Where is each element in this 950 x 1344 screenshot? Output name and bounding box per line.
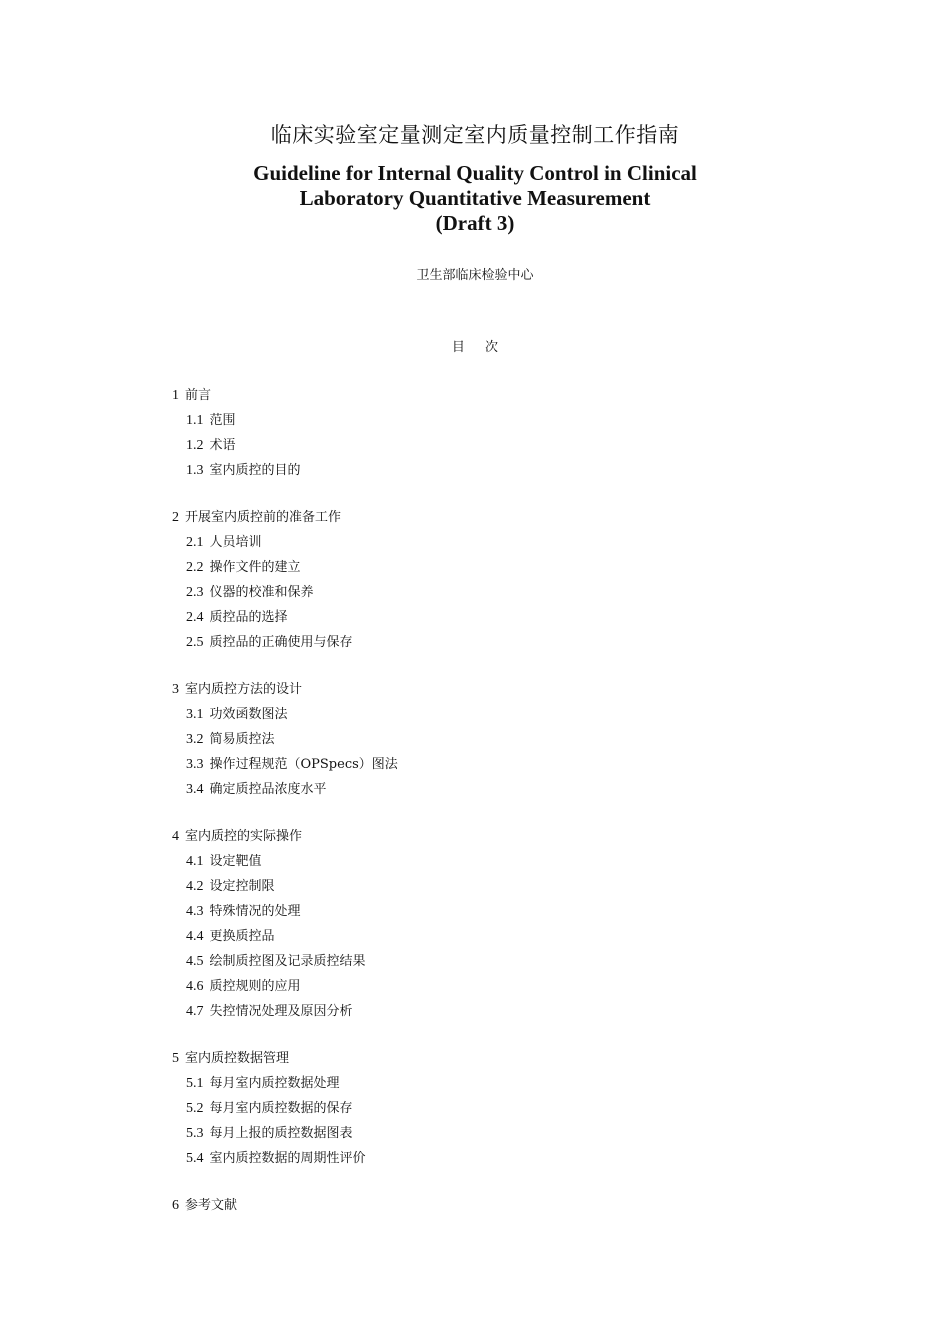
toc-entry (172, 827, 772, 852)
title-chinese: 临床实验室定量测定室内质量控制工作指南 (270, 123, 680, 147)
toc-entry-number: 4.3 (186, 904, 204, 919)
toc-entry-number: 3.2 (186, 732, 204, 747)
toc-entry-number: 2.3 (186, 585, 204, 600)
toc-entry-title: 绘制质控图及记录质控结果 (209, 954, 366, 969)
toc-section (172, 1196, 772, 1221)
toc-subentry (172, 461, 772, 486)
toc-entry-number: 5 (172, 1051, 179, 1066)
toc-subentry (172, 558, 772, 583)
toc-entry-number: 4.5 (186, 954, 204, 969)
toc-section (172, 386, 772, 486)
toc-subentry (172, 755, 772, 780)
toc-section (172, 680, 772, 805)
toc-entry-title: 更换质控品 (209, 929, 275, 944)
toc-subentry (172, 1149, 772, 1174)
toc-subentry (172, 1002, 772, 1027)
toc-entry-number: 1.1 (186, 413, 204, 428)
toc-entry (172, 386, 772, 411)
title-english-line-1: Guideline for Internal Quality Control in Clinical (253, 161, 697, 185)
toc-subentry (172, 608, 772, 633)
toc-entry-number: 4.2 (186, 879, 204, 894)
toc-entry-title: 室内质控方法的设计 (185, 682, 303, 697)
toc-entry-title: 确定质控品浓度水平 (209, 782, 327, 797)
toc-subentry (172, 1099, 772, 1124)
title-english-line-2: Laboratory Quantitative Measurement (299, 186, 651, 210)
toc-entry (172, 508, 772, 533)
toc-entry-title: 质控规则的应用 (209, 979, 301, 994)
title-english (0, 161, 950, 236)
toc-subentry (172, 633, 772, 658)
toc-entry-number: 5.3 (186, 1126, 204, 1141)
toc-subentry (172, 952, 772, 977)
toc-entry-title: 设定控制限 (209, 879, 275, 894)
organization: 卫生部临床检验中心 (416, 268, 534, 283)
toc-subentry (172, 411, 772, 436)
toc-entry-number: 1 (172, 388, 179, 403)
toc-entry-number: 2.2 (186, 560, 204, 575)
toc-subentry (172, 583, 772, 608)
toc-entry-title: 仪器的校准和保养 (209, 585, 314, 600)
toc-entry-title: 范围 (209, 413, 236, 428)
toc-subentry (172, 533, 772, 558)
toc-entry-title: 术语 (209, 438, 236, 453)
toc-subentry (172, 877, 772, 902)
toc-entry-number: 3.3 (186, 757, 204, 772)
toc-entry-title: 人员培训 (209, 535, 262, 550)
toc-entry-title: 每月室内质控数据的保存 (209, 1101, 353, 1116)
toc-section (172, 508, 772, 658)
toc-entry-number: 4.7 (186, 1004, 204, 1019)
toc-entry-title: 开展室内质控前的准备工作 (185, 510, 342, 525)
toc-section (172, 1049, 772, 1174)
toc-subentry (172, 1124, 772, 1149)
toc-entry-number: 1.2 (186, 438, 204, 453)
toc-entry (172, 1196, 772, 1221)
toc-entry-title: 设定靶值 (209, 854, 262, 869)
toc-entry-number: 3 (172, 682, 179, 697)
toc-entry-number: 4.4 (186, 929, 204, 944)
toc-entry-title: 操作文件的建立 (209, 560, 301, 575)
toc-entry-number: 4.1 (186, 854, 204, 869)
toc-entry-title: 特殊情况的处理 (209, 904, 301, 919)
toc-subentry (172, 977, 772, 1002)
toc-entry-number: 2.1 (186, 535, 204, 550)
toc-entry-title: 室内质控的目的 (209, 463, 301, 478)
title-english-line-3: (Draft 3) (435, 211, 515, 235)
toc-entry-number: 4.6 (186, 979, 204, 994)
toc-subentry (172, 730, 772, 755)
toc-subentry (172, 1074, 772, 1099)
toc-subentry (172, 436, 772, 461)
toc-entry-number: 5.2 (186, 1101, 204, 1116)
toc-entry-title: 前言 (185, 388, 212, 403)
toc-entry-title: 参考文献 (185, 1198, 238, 1213)
toc-entry-number: 4 (172, 829, 179, 844)
toc-entry (172, 1049, 772, 1074)
toc-entry-number: 5.4 (186, 1151, 204, 1166)
toc-subentry (172, 927, 772, 952)
toc-entry-title: 质控品的正确使用与保存 (209, 635, 353, 650)
toc-entry-title: 功效函数图法 (209, 707, 288, 722)
toc-subentry (172, 705, 772, 730)
toc-entry-title: 室内质控数据的周期性评价 (209, 1151, 366, 1166)
toc-subentry (172, 780, 772, 805)
toc-entry-number: 3.4 (186, 782, 204, 797)
toc-entry-number: 6 (172, 1198, 179, 1213)
toc-section (172, 827, 772, 1027)
toc-entry-title: 每月室内质控数据处理 (209, 1076, 340, 1091)
toc-entry-title: 质控品的选择 (209, 610, 288, 625)
toc-entry-title: 失控情况处理及原因分析 (209, 1004, 353, 1019)
table-of-contents (172, 386, 772, 1243)
toc-entry-title: 每月上报的质控数据图表 (209, 1126, 353, 1141)
toc-entry-title: 操作过程规范（OPSpecs）图法 (209, 757, 398, 772)
toc-subentry (172, 852, 772, 877)
toc-entry-title: 简易质控法 (209, 732, 275, 747)
toc-entry-number: 2 (172, 510, 179, 525)
toc-subentry (172, 902, 772, 927)
toc-entry-number: 2.5 (186, 635, 204, 650)
toc-entry (172, 680, 772, 705)
toc-entry-number: 1.3 (186, 463, 204, 478)
toc-entry-title: 室内质控数据管理 (185, 1051, 290, 1066)
toc-entry-number: 5.1 (186, 1076, 204, 1091)
toc-entry-number: 3.1 (186, 707, 204, 722)
toc-entry-title: 室内质控的实际操作 (185, 829, 303, 844)
toc-entry-number: 2.4 (186, 610, 204, 625)
toc-heading: 目 次 (451, 340, 507, 355)
